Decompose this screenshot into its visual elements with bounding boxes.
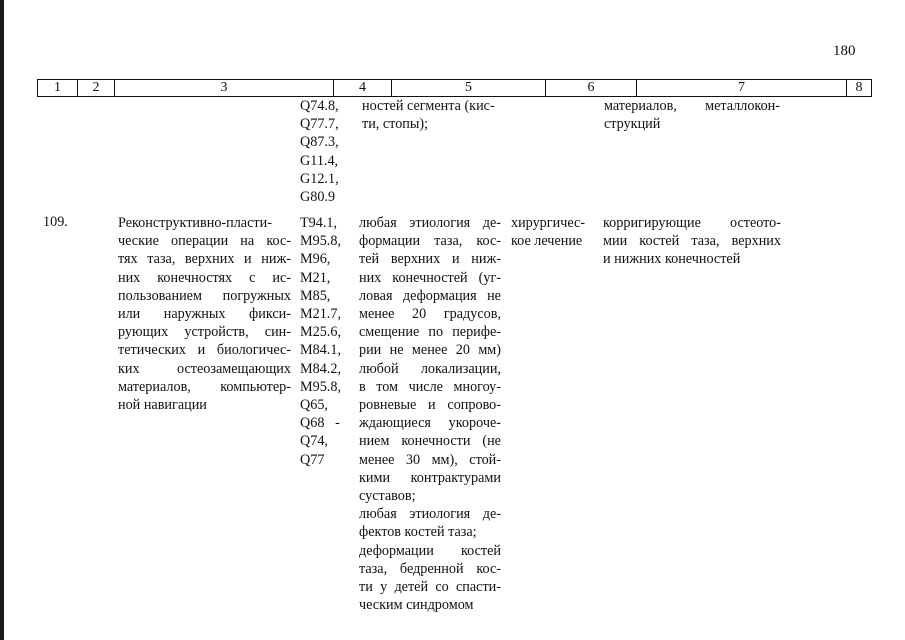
indication-line: ровневые и сопрово- — [359, 397, 501, 414]
method-line: мии костей таза, верхних — [603, 233, 781, 250]
code-line: Q68 - — [300, 415, 340, 432]
code-line: M21, — [300, 269, 331, 286]
indication-line: фектов костей таза; — [359, 524, 477, 541]
indication-line: любая этиология де- — [359, 215, 501, 231]
treatment-line: хирургичес- — [511, 215, 585, 231]
continued-codes-cell — [300, 97, 356, 206]
indication-line: тей верхних и ниж- — [359, 251, 501, 268]
indication-line: суставов; — [359, 488, 416, 505]
indication-line: в том числе многоу- — [359, 378, 501, 395]
indication-line: ждающиеся укороче- — [359, 415, 501, 432]
description-line: ной навигации — [118, 397, 207, 414]
header-col-1: 1 — [38, 80, 78, 96]
code-line: G11.4, — [300, 152, 339, 169]
description-line: материалов, компьютер- — [118, 378, 291, 395]
indication-line: любая этиология де- — [359, 506, 501, 523]
description-line: пользованием погружных — [118, 287, 291, 304]
indication-line: кими контрактурами — [359, 469, 501, 486]
code-line: Q65, — [300, 397, 328, 414]
treatment-line: кое лечение — [511, 233, 583, 250]
code-line: M25.6, — [300, 324, 341, 341]
indication-line: формации таза, кос- — [359, 233, 501, 250]
header-col-7: 7 — [637, 80, 847, 96]
text-line: материалов, металлокон- — [604, 98, 780, 114]
indication-line: рии не менее 20 мм) — [359, 342, 501, 359]
indication-line: ческим синдромом — [359, 597, 474, 614]
continued-col5-cell — [362, 97, 507, 133]
header-col-2: 2 — [78, 80, 115, 96]
method-line: и нижних конечностей — [603, 251, 741, 268]
indication-line: ловая деформация не — [359, 287, 501, 304]
header-col-6: 6 — [546, 80, 637, 96]
description-line: ких остеозамещающих — [118, 360, 291, 377]
description-cell — [118, 214, 291, 414]
indication-line: нием конечности (не — [359, 433, 501, 450]
code-line: M21.7, — [300, 306, 341, 323]
description-line: рующих устройств, син- — [118, 324, 291, 341]
code-line: Q77.7, — [300, 116, 339, 133]
indication-line: деформации костей — [359, 542, 501, 559]
indication-line: любой локализации, — [359, 360, 501, 377]
description-line: тетических и биологичес- — [118, 342, 291, 359]
header-col-5: 5 — [392, 80, 546, 96]
indication-line: менее 20 градусов, — [359, 306, 501, 323]
codes-cell — [300, 214, 356, 469]
code-line: M95.8, — [300, 378, 341, 395]
method-line: корригирующие остеото- — [603, 215, 781, 231]
code-line: G12.1, — [300, 170, 339, 187]
code-line: Q77 — [300, 451, 325, 468]
code-line: G80.9 — [300, 189, 336, 206]
text-line: ностей сегмента (кис- — [362, 98, 495, 114]
row-number: 109. — [43, 214, 68, 230]
code-line: M84.1, — [300, 342, 341, 359]
page-number: 180 — [833, 43, 856, 59]
indication-line: смещение по перифе- — [359, 324, 501, 341]
code-line: T94.1, — [300, 215, 338, 231]
description-line: тях таза, верхних и ниж- — [118, 251, 291, 268]
code-line: Q74, — [300, 433, 328, 450]
treatment-cell — [511, 214, 597, 250]
code-line: Q87.3, — [300, 134, 339, 151]
indication-line: ти у детей со спасти- — [359, 579, 501, 596]
header-col-8: 8 — [855, 80, 863, 95]
scan-left-border — [0, 0, 4, 640]
header-col-3: 3 — [115, 80, 334, 96]
indication-line: таза, бедренной кос- — [359, 560, 501, 577]
indication-line: них конечностей (уг- — [359, 269, 501, 286]
description-line: ческие операции на кос- — [118, 233, 291, 250]
indication-cell — [359, 214, 501, 614]
continued-col7-cell — [604, 97, 780, 133]
table-header-row — [37, 79, 872, 97]
code-line: M95.8, — [300, 233, 341, 250]
method-cell — [603, 214, 781, 269]
indication-line: менее 30 мм), стой- — [359, 451, 501, 468]
description-line: них конечностях с ис- — [118, 269, 291, 286]
code-line: Q74.8, — [300, 98, 339, 114]
text-line: ти, стопы); — [362, 116, 429, 133]
code-line: M96, — [300, 251, 331, 268]
description-line: или наружных фикси- — [118, 306, 291, 323]
code-line: M85, — [300, 287, 331, 304]
description-line: Реконструктивно-пласти- — [118, 215, 272, 231]
header-col-4: 4 — [334, 80, 392, 96]
code-line: M84.2, — [300, 360, 341, 377]
text-line: струкций — [604, 116, 661, 133]
